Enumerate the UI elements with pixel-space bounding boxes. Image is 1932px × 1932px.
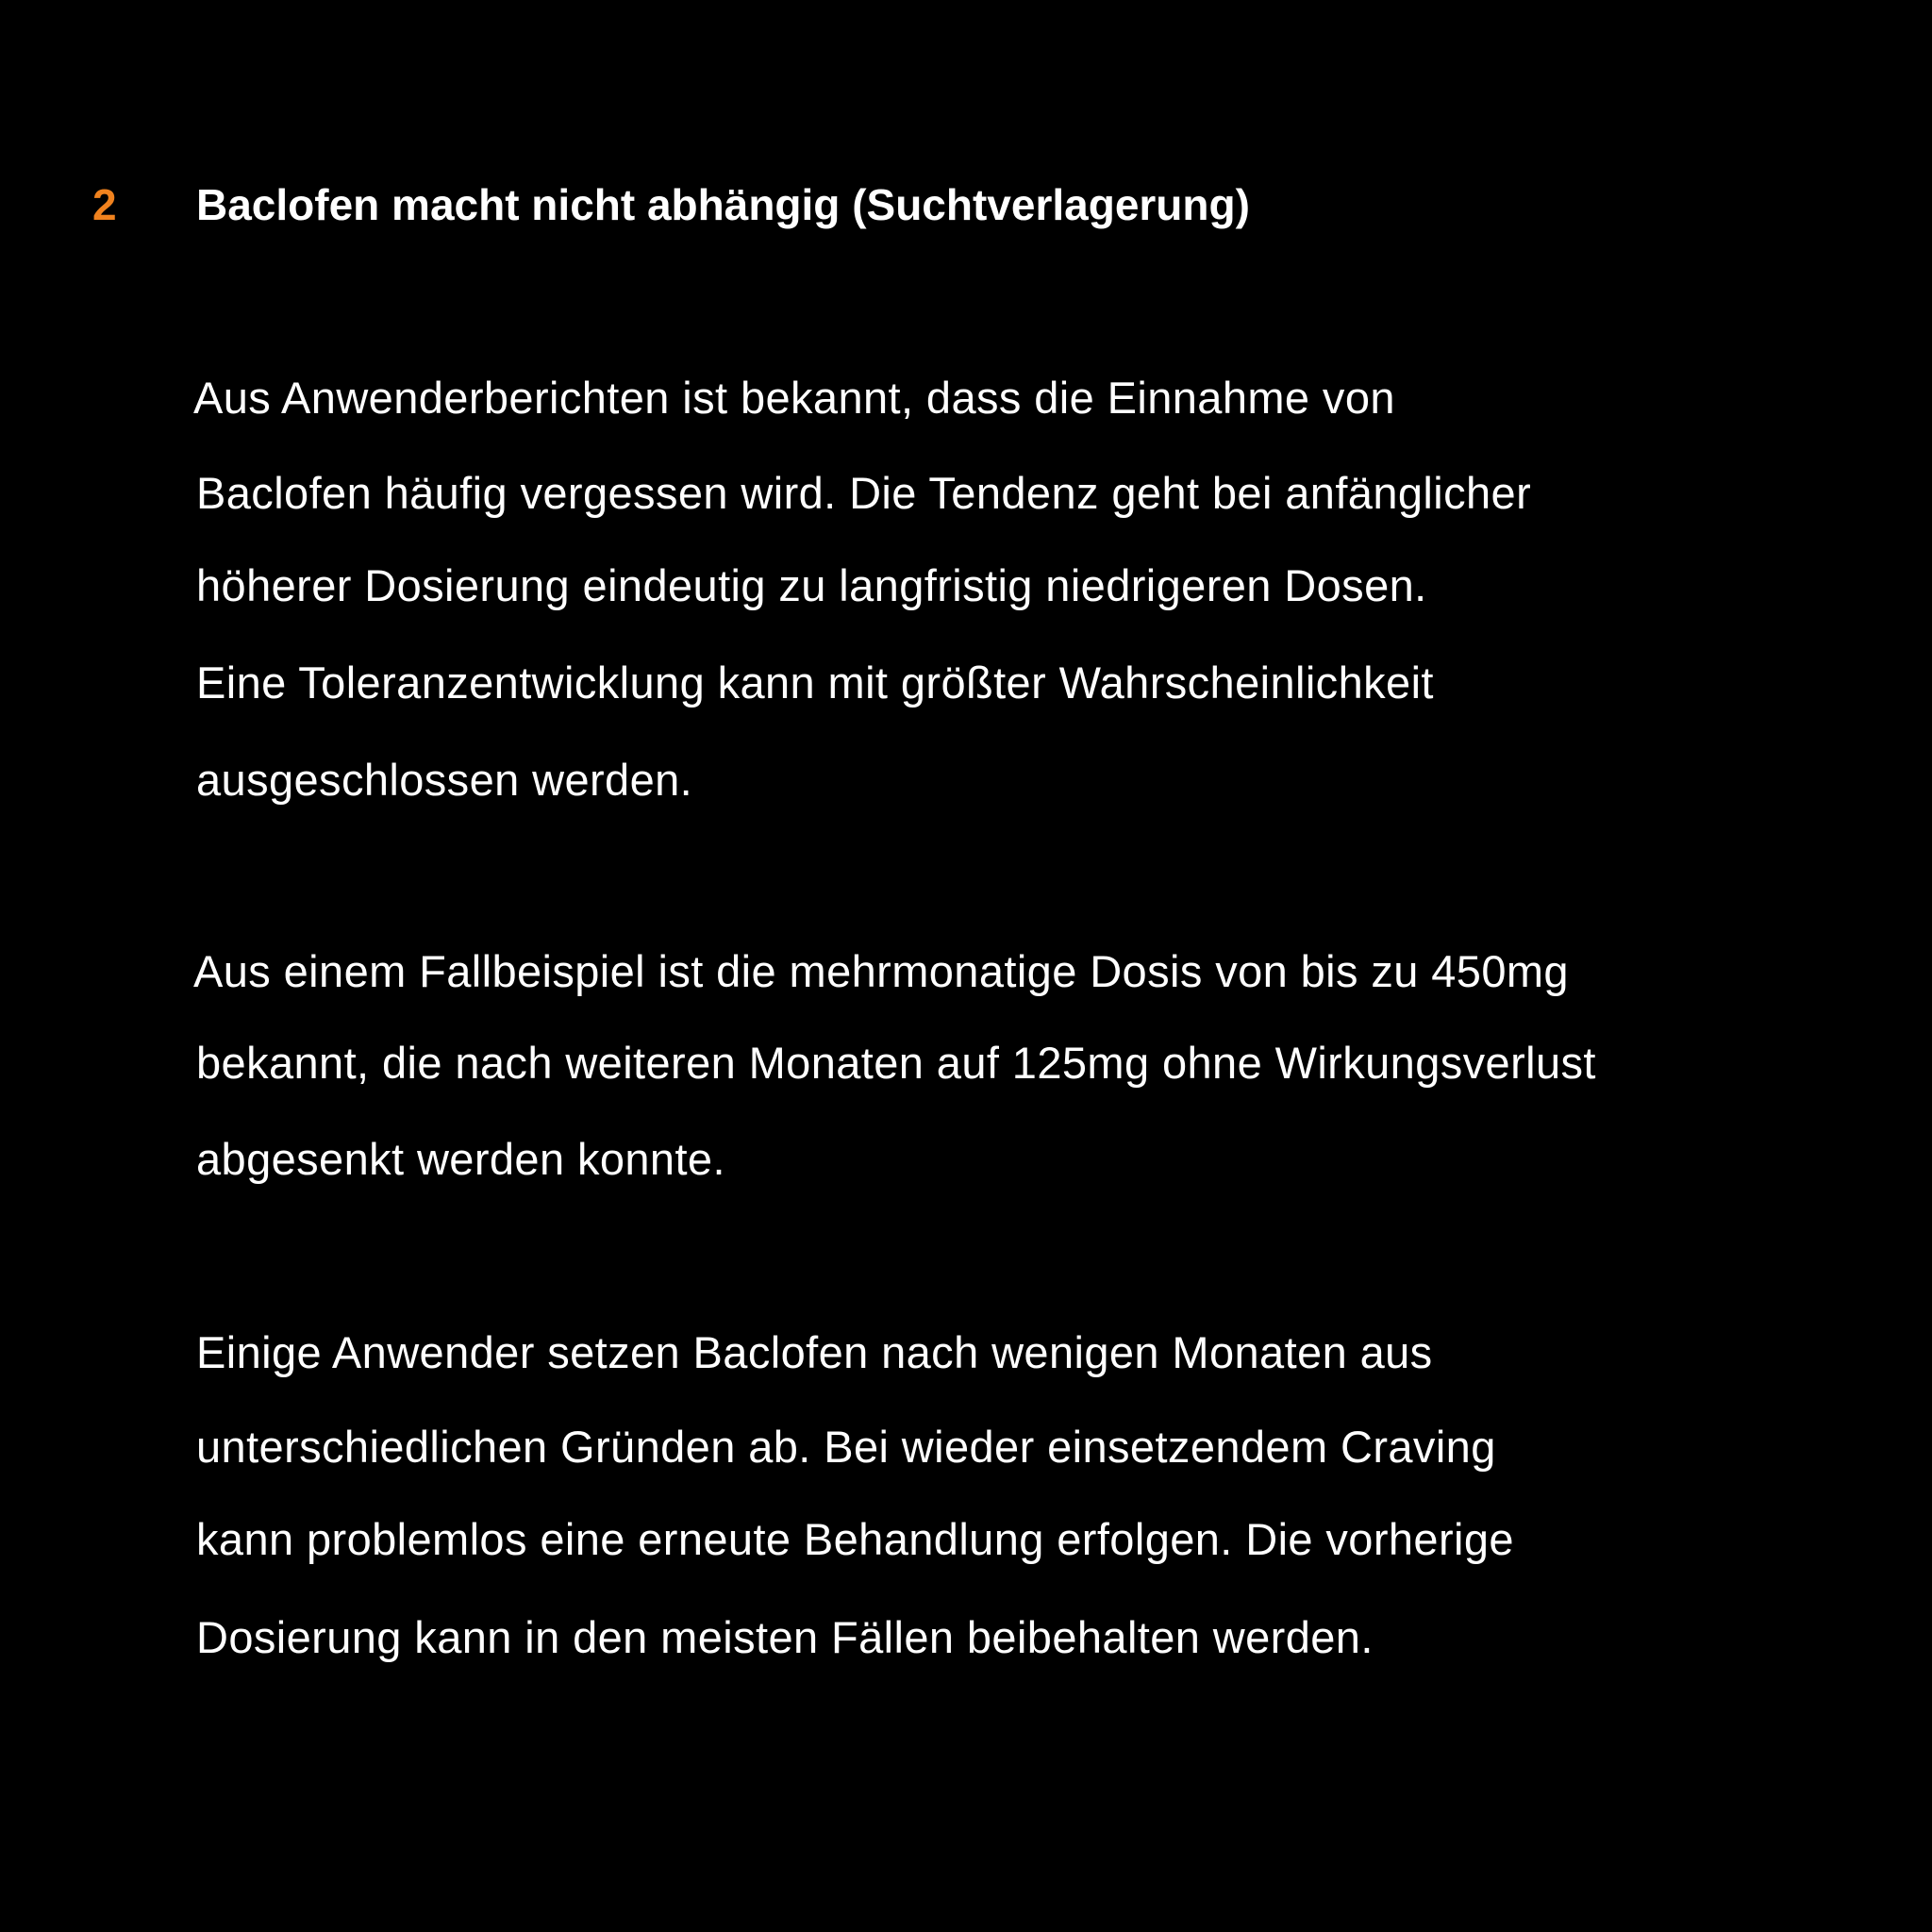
paragraph-line: abgesenkt werden konnte. bbox=[196, 1134, 725, 1184]
paragraph-line: kann problemlos eine erneute Behandlung erfolgen. Die vorherige bbox=[196, 1514, 1514, 1564]
paragraph-line: ausgeschlossen werden. bbox=[196, 755, 693, 805]
paragraph-line: Eine Toleranzentwicklung kann mit größter Wahrscheinlichkeit bbox=[196, 658, 1434, 708]
paragraph-line: Einige Anwender setzen Baclofen nach wenigen Monaten aus bbox=[196, 1327, 1433, 1377]
section-number: 2 bbox=[92, 180, 117, 229]
paragraph-line: höherer Dosierung eindeutig zu langfristig niedrigeren Dosen. bbox=[196, 560, 1427, 610]
paragraph-line: unterschiedlichen Gründen ab. Bei wieder einsetzendem Craving bbox=[196, 1422, 1496, 1472]
paragraph-line: Dosierung kann in den meisten Fällen beibehalten werden. bbox=[196, 1612, 1374, 1662]
paragraph-line: Aus Anwenderberichten ist bekannt, dass die Einnahme von bbox=[193, 373, 1395, 423]
paragraph-line: bekannt, die nach weiteren Monaten auf 125mg ohne Wirkungsverlust bbox=[196, 1038, 1596, 1088]
section-title: Baclofen macht nicht abhängig (Suchtverlagerung) bbox=[196, 180, 1250, 229]
paragraph-line: Aus einem Fallbeispiel ist die mehrmonatige Dosis von bis zu 450mg bbox=[193, 946, 1569, 996]
paragraph-line: Baclofen häufig vergessen wird. Die Tendenz geht bei anfänglicher bbox=[196, 468, 1532, 518]
